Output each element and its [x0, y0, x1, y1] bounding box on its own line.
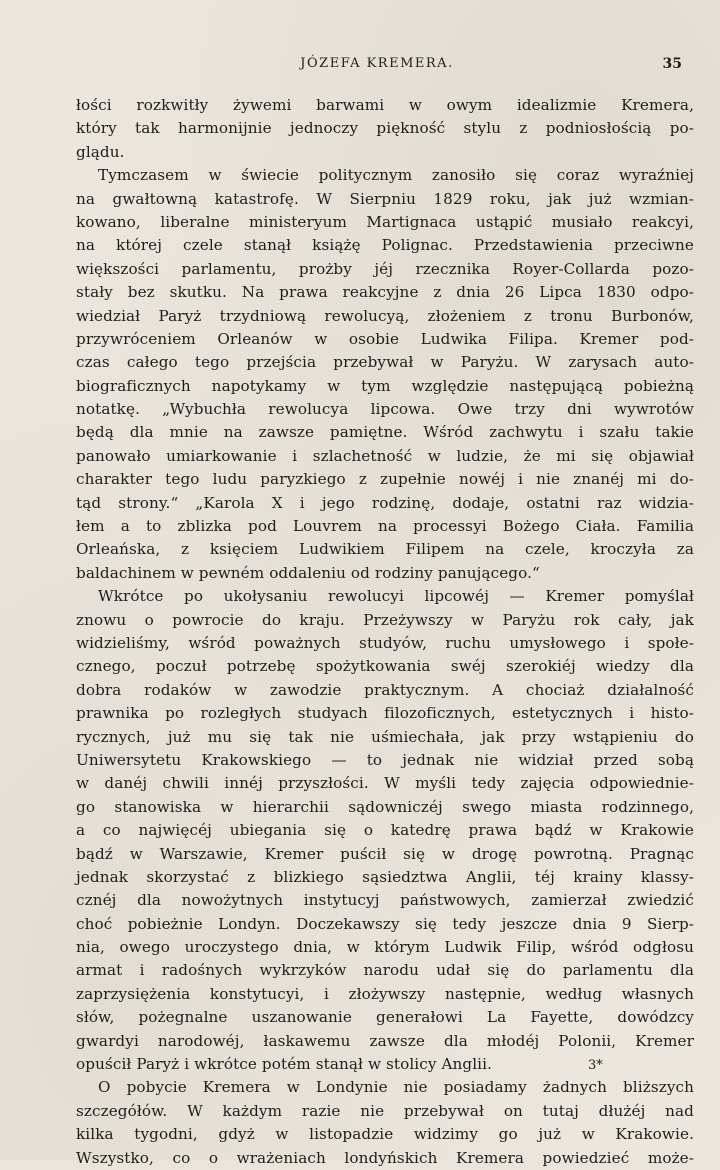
text-line: panowało umiarkowanie i szlachetność w ludzie, że mi się objawiał	[76, 446, 694, 465]
text-line: jednak skorzystać z blizkiego sąsiedztwa Anglii, téj krainy klassy-	[76, 867, 694, 886]
text-line: O pobycie Kremera w Londynie nie posiadamy żadnych bliższych	[98, 1078, 694, 1097]
text-line: na której czele stanął książę Polignac. Przedstawienia przeciwne	[76, 236, 694, 255]
text-line: stały bez skutku. Na prawa reakcyjne z dnia 26 Lipca 1830 odpo-	[76, 283, 694, 302]
text-line: baldachinem w pewném oddaleniu od rodziny panującego.“	[76, 563, 540, 582]
text-line: czas całego tego przejścia przebywał w Paryżu. W zarysach auto-	[76, 353, 694, 372]
text-line: słów, pożegnalne uszanowanie generałowi La Fayette, dowódzcy	[76, 1008, 694, 1027]
running-title: JÓZEFA KREMERA.	[300, 56, 454, 71]
text-line: rycznych, już mu się tak nie uśmiechała, jak przy wstąpieniu do	[76, 727, 694, 746]
text-line: w danéj chwili innéj przyszłości. W myśli tedy zajęcia odpowiednie-	[76, 774, 694, 793]
text-line: Orleańska, z księciem Ludwikiem Filipem na czele, kroczyła za	[76, 540, 694, 559]
body-text	[76, 94, 694, 1170]
page-number: 35	[662, 56, 682, 72]
text-line: zaprzysiężenia konstytucyi, i złożywszy następnie, według własnych	[76, 984, 694, 1003]
text-line: gwardyi narodowéj, łaskawemu zawsze dla młodéj Polonii, Kremer	[76, 1031, 694, 1050]
text-line: który tak harmonijnie jednoczy piękność stylu z podniosłością po-	[76, 119, 694, 138]
text-line: charakter tego ludu paryzkiego z zupełnie nowéj i nie znanéj mi do-	[76, 470, 694, 489]
text-line: łości rozkwitły żywemi barwami w owym idealizmie Kremera,	[76, 96, 694, 114]
text-line: Wszystko, co o wrażeniach londyńskich Kremera powiedzieć może-	[76, 1148, 694, 1167]
text-line: większości parlamentu, prożby jéj rzecznika Royer-Collarda pozo-	[76, 259, 694, 278]
text-line: armat i radośnych wykrzyków narodu udał się do parlamentu dla	[76, 961, 694, 980]
text-line: Uniwersytetu Krakowskiego — to jednak nie widział przed sobą	[76, 750, 694, 769]
text-line: Tymczasem w świecie politycznym zanosiło się coraz wyraźniej	[98, 166, 694, 185]
text-line: przywróceniem Orleanów w osobie Ludwika Filipa. Kremer pod-	[76, 329, 694, 348]
text-line: bądź w Warszawie, Kremer puścił się w drogę powrotną. Pragnąc	[76, 844, 694, 863]
text-line: kowano, liberalne ministeryum Martignaca ustąpić musiało reakcyi,	[76, 212, 694, 231]
text-line: znowu o powrocie do kraju. Przeżywszy w Paryżu rok cały, jak	[76, 610, 694, 629]
text-line: a co najwięcéj ubiegania się o katedrę prawa bądź w Krakowie	[76, 821, 694, 840]
text-line: nia, owego uroczystego dnia, w którym Ludwik Filip, wśród odgłosu	[76, 938, 694, 957]
text-line: choć pobieżnie Londyn. Doczekawszy się tedy jeszcze dnia 9 Sierp-	[76, 914, 694, 933]
text-line: widzieliśmy, wśród poważnych studyów, ruchu umysłowego i społe-	[76, 633, 694, 652]
text-line: tąd strony.“ „Karola X i jego rodzinę, dodaje, ostatni raz widzia-	[76, 493, 694, 512]
text-line: biograficznych napotykamy w tym względzie następującą pobieżną	[76, 376, 694, 395]
text-line: go stanowiska w hierarchii sądowniczéj swego miasta rodzinnego,	[76, 797, 694, 816]
text-line: glądu.	[76, 142, 125, 161]
page-header	[72, 56, 682, 80]
text-line: opuścił Paryż i wkrótce potém stanął w stolicy Anglii.	[76, 1055, 493, 1074]
text-line: cznego, poczuł potrzebę spożytkowania swéj szerokiéj wiedzy dla	[76, 657, 694, 676]
text-line: dobra rodaków w zawodzie praktycznym. A chociaż działalność	[76, 680, 694, 699]
text-line: prawnika po rozległych studyach filozoficznych, estetycznych i histo-	[76, 704, 694, 723]
text-line: notatkę. „Wybuchła rewolucya lipcowa. Owe trzy dni wywrotów	[76, 400, 694, 419]
text-line: Wkrótce po ukołysaniu rewolucyi lipcowéj — Kremer pomyślał	[98, 587, 694, 606]
text-line: będą dla mnie na zawsze pamiętne. Wśród zachwytu i szału takie	[76, 423, 694, 442]
text-line: cznéj dla nowożytnych instytucyj państwowych, zamierzał zwiedzić	[76, 891, 694, 910]
text-line: na gwałtowną katastrofę. W Sierpniu 1829 roku, jak już wzmian-	[76, 189, 694, 208]
text-line: łem a to zblizka pod Louvrem na processyi Bożego Ciała. Familia	[76, 517, 694, 536]
text-line: szczegółów. W każdym razie nie przebywał on tutaj dłużéj nad	[76, 1101, 694, 1120]
text-line: wiedział Paryż trzydniową rewolucyą, złożeniem z tronu Burbonów,	[76, 306, 694, 325]
text-line: kilka tygodni, gdyż w listopadzie widzimy go już w Krakowie.	[76, 1125, 694, 1144]
signature-mark: 3*	[588, 1058, 603, 1073]
